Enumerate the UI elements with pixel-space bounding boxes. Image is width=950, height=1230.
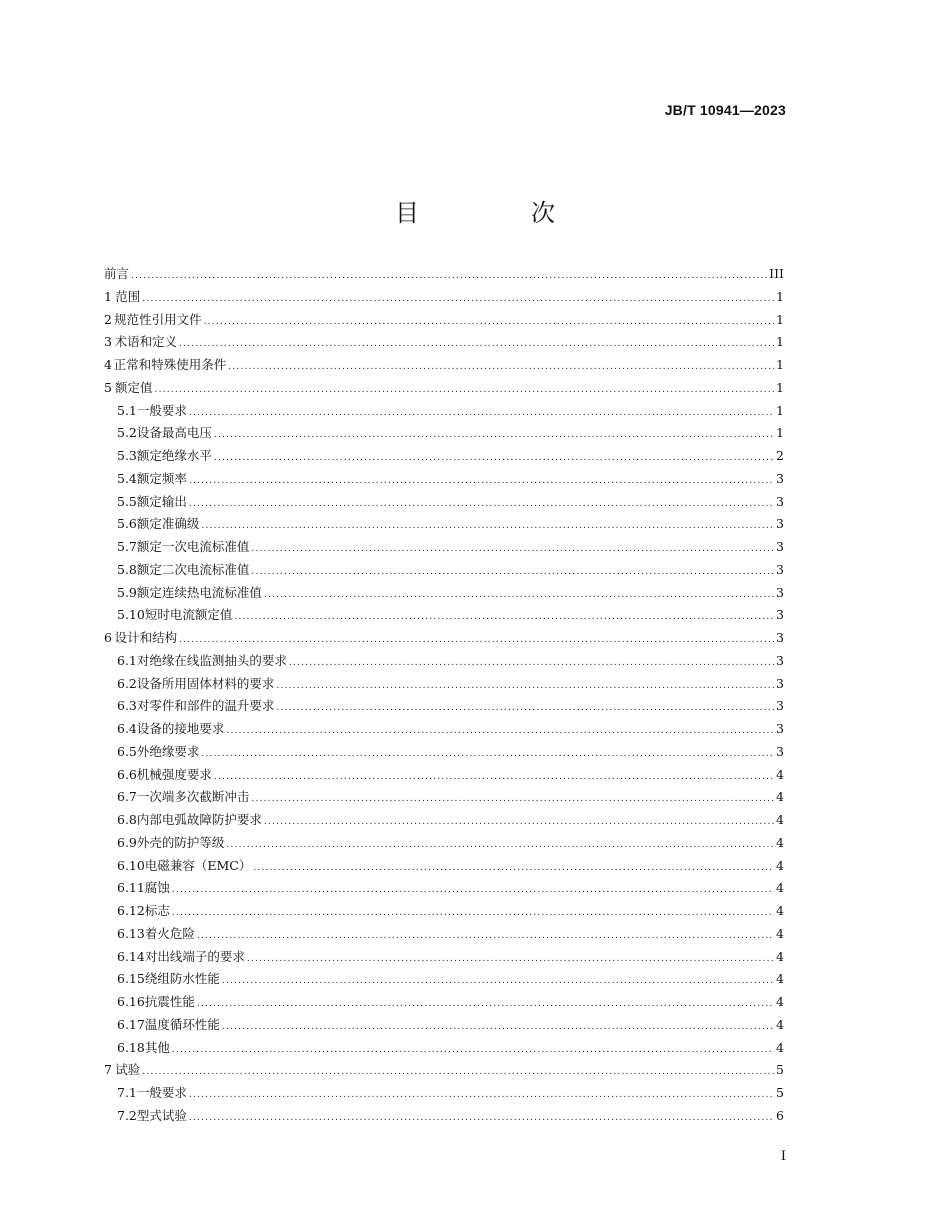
toc-leader-dots <box>172 1045 774 1055</box>
toc-entry-page: 5 <box>776 1085 784 1100</box>
toc-entry[interactable] <box>104 332 784 355</box>
toc-entry-label: 额定一次电流标准值 <box>136 539 250 554</box>
toc-entry[interactable] <box>104 605 784 628</box>
toc-entry-number: 5.1 <box>117 402 137 418</box>
toc-entry-number: 6.3 <box>117 698 137 714</box>
toc-entry-number: 3 <box>104 334 112 350</box>
toc-entry[interactable] <box>104 833 784 856</box>
toc-entry-number: 5.3 <box>117 448 137 463</box>
toc-leader-dots <box>204 317 774 327</box>
toc-entry-page: 4 <box>776 1016 784 1032</box>
toc-entry-number: 4 <box>104 357 112 372</box>
toc-entry-page: 3 <box>776 721 784 736</box>
toc-entry-label: 抗震性能 <box>144 994 195 1009</box>
page-number: I <box>780 1149 786 1164</box>
toc-entry-label: 一般要求 <box>136 402 187 418</box>
toc-leader-dots <box>234 612 774 622</box>
toc-entry-label: 额定二次电流标准值 <box>136 561 250 577</box>
toc-entry[interactable] <box>104 674 784 697</box>
toc-entry-number: 6 <box>104 630 112 645</box>
toc-leader-dots <box>264 817 774 827</box>
toc-entry-label: 腐蚀 <box>144 880 170 896</box>
toc-entry-label: 温度循环性能 <box>144 1016 220 1032</box>
toc-entry-label: 绕组防水性能 <box>144 971 220 987</box>
toc-entry[interactable] <box>104 1060 784 1083</box>
toc-entry-label: 试验 <box>115 1062 141 1078</box>
toc-leader-dots <box>201 749 774 759</box>
toc-entry-label: 设备所用固体材料的要求 <box>136 675 275 691</box>
toc-leader-dots <box>251 567 774 577</box>
toc-entry-label: 电磁兼容（EMC） <box>144 857 252 873</box>
toc-entry-page: 4 <box>776 994 784 1009</box>
toc-entry-number: 6.5 <box>117 743 137 759</box>
toc-entry-page: 3 <box>776 539 784 554</box>
toc-entry-label: 内部电弧故障防护要求 <box>136 812 262 827</box>
toc-entry-number: 5.9 <box>117 584 137 600</box>
toc-entry-label: 规范性引用文件 <box>114 311 202 327</box>
toc-entry-number: 6.13 <box>117 925 145 941</box>
toc-entry-number: 6.15 <box>117 971 145 987</box>
toc-leader-dots <box>251 544 774 554</box>
toc-entry[interactable] <box>104 378 784 401</box>
toc-entry[interactable] <box>104 469 784 492</box>
toc-entry-label: 额定输出 <box>136 493 187 509</box>
toc-entry-number: 6.14 <box>117 948 145 964</box>
toc-entry-label: 其他 <box>144 1039 170 1055</box>
toc-entry[interactable] <box>104 719 784 742</box>
toc-entry-page: III <box>769 266 784 281</box>
toc-entry-page: 4 <box>776 834 784 850</box>
toc-entry-number: 6.7 <box>117 789 137 805</box>
toc-entry[interactable] <box>104 401 784 424</box>
toc-entry-page: 4 <box>776 812 784 827</box>
toc-leader-dots <box>247 954 774 964</box>
toc-entry[interactable] <box>104 355 784 378</box>
toc-leader-dots <box>197 999 774 1009</box>
toc-entry-page: 3 <box>776 698 784 714</box>
toc-entry-page: 1 <box>776 288 784 304</box>
toc-entry-page: 1 <box>776 334 784 350</box>
toc-entry-page: 4 <box>776 880 784 896</box>
toc-entry[interactable] <box>104 924 784 947</box>
toc-leader-dots <box>142 294 774 304</box>
toc-entry-label: 范围 <box>115 288 141 304</box>
toc-entry[interactable] <box>104 492 784 515</box>
toc-entry[interactable] <box>104 1038 784 1061</box>
toc-entry-number: 5.6 <box>117 516 137 532</box>
toc-leader-dots <box>228 362 774 372</box>
toc-entry[interactable] <box>104 856 784 879</box>
toc-entry-number: 7.2 <box>117 1107 137 1123</box>
toc-entry-page: 3 <box>776 493 784 509</box>
toc-entry-label: 外壳的防护等级 <box>136 834 225 850</box>
toc-leader-dots <box>251 794 774 804</box>
toc-leader-dots <box>179 339 774 349</box>
toc-leader-dots <box>155 385 774 395</box>
toc-leader-dots <box>214 430 774 440</box>
page-title: 目 次 <box>395 199 599 227</box>
toc-entry-page: 1 <box>776 311 784 327</box>
toc-leader-dots <box>179 635 774 645</box>
toc-entry-number: 6.11 <box>117 880 145 896</box>
toc-entry-number: 6.9 <box>117 834 137 850</box>
toc-entry-page: 4 <box>776 766 784 782</box>
toc-entry[interactable] <box>104 310 784 333</box>
toc-entry[interactable] <box>104 628 784 651</box>
toc-leader-dots <box>214 453 774 463</box>
toc-entry-label: 额定连续热电流标准值 <box>136 584 262 600</box>
toc-entry-page: 3 <box>776 743 784 759</box>
toc-entry[interactable] <box>104 765 784 788</box>
toc-entry-label: 短时电流额定值 <box>144 607 233 623</box>
toc-entry-number: 5.5 <box>117 493 137 509</box>
toc-entry-label: 前言 <box>104 266 130 281</box>
toc-entry-page: 4 <box>776 971 784 987</box>
toc-leader-dots <box>189 1090 774 1100</box>
toc-entry-number: 6.17 <box>117 1016 145 1032</box>
toc-entry-page: 2 <box>776 448 784 463</box>
toc-entry[interactable] <box>104 423 784 446</box>
toc-entry-label: 标志 <box>144 903 170 918</box>
toc-entry-number: 6.4 <box>117 721 137 736</box>
table-of-contents <box>104 264 784 1129</box>
toc-leader-dots <box>222 1022 774 1032</box>
toc-entry-label: 术语和定义 <box>114 334 178 350</box>
toc-entry[interactable] <box>104 878 784 901</box>
toc-entry-label: 正常和特殊使用条件 <box>113 357 227 372</box>
toc-entry-page: 4 <box>776 948 784 964</box>
toc-entry-page: 3 <box>776 516 784 532</box>
toc-entry-page: 4 <box>776 789 784 805</box>
toc-entry-label: 着火危险 <box>144 925 195 941</box>
toc-leader-dots <box>172 908 774 918</box>
toc-entry-number: 2 <box>104 311 112 327</box>
toc-entry-number: 5.10 <box>117 607 145 623</box>
toc-entry-number: 6.8 <box>117 812 137 827</box>
toc-entry-label: 设备最高电压 <box>136 425 212 441</box>
toc-entry-label: 对零件和部件的温升要求 <box>136 698 275 714</box>
toc-entry-page: 3 <box>776 470 784 486</box>
toc-leader-dots <box>289 658 774 668</box>
toc-entry-label: 型式试验 <box>136 1107 187 1123</box>
toc-entry[interactable] <box>104 537 784 560</box>
toc-entry-number: 6.6 <box>117 766 137 782</box>
toc-entry-page: 1 <box>776 357 784 372</box>
toc-entry-number: 5.2 <box>117 425 137 441</box>
toc-entry-number: 6.18 <box>117 1039 145 1055</box>
toc-entry-page: 4 <box>776 925 784 941</box>
toc-entry-label: 设计和结构 <box>114 630 178 645</box>
toc-entry-label: 一般要求 <box>136 1085 187 1100</box>
toc-entry[interactable] <box>104 1106 784 1129</box>
toc-entry-label: 设备的接地要求 <box>136 721 225 736</box>
toc-leader-dots <box>214 772 774 782</box>
toc-entry-number: 6.2 <box>117 675 137 691</box>
toc-leader-dots <box>189 408 774 418</box>
toc-leader-dots <box>276 703 774 713</box>
toc-entry-number: 6.12 <box>117 903 145 918</box>
toc-entry-page: 3 <box>776 607 784 623</box>
toc-leader-dots <box>226 726 774 736</box>
toc-entry[interactable] <box>104 1015 784 1038</box>
toc-entry[interactable] <box>104 651 784 674</box>
toc-entry[interactable] <box>104 560 784 583</box>
toc-entry-number: 5.4 <box>117 470 137 486</box>
toc-leader-dots <box>142 1067 774 1077</box>
toc-entry-label: 额定准确级 <box>136 516 200 532</box>
toc-entry-page: 1 <box>776 402 784 418</box>
toc-leader-dots <box>197 931 774 941</box>
toc-entry-label: 机械强度要求 <box>136 766 212 782</box>
toc-entry-page: 4 <box>776 903 784 918</box>
toc-entry-page: 6 <box>776 1107 784 1123</box>
toc-leader-dots <box>222 976 774 986</box>
toc-leader-dots <box>131 271 767 281</box>
toc-entry-number: 5.8 <box>117 561 137 577</box>
toc-entry-label: 外绝缘要求 <box>136 743 200 759</box>
toc-entry[interactable] <box>104 810 784 833</box>
toc-leader-dots <box>264 590 774 600</box>
toc-entry-number: 5.7 <box>117 539 137 554</box>
toc-leader-dots <box>189 1113 774 1123</box>
toc-entry[interactable] <box>104 992 784 1015</box>
toc-entry-label: 一次端多次截断冲击 <box>136 789 250 805</box>
toc-leader-dots <box>201 521 774 531</box>
toc-entry-number: 7 <box>104 1062 112 1078</box>
toc-entry[interactable] <box>104 446 784 469</box>
toc-entry-number: 1 <box>104 288 112 304</box>
toc-entry[interactable] <box>104 901 784 924</box>
toc-entry[interactable] <box>104 742 784 765</box>
toc-entry-page: 3 <box>776 675 784 691</box>
toc-entry-number: 6.1 <box>117 652 137 668</box>
toc-entry-number: 6.16 <box>117 994 145 1009</box>
document-code: JB/T 10941—2023 <box>664 102 786 118</box>
toc-leader-dots <box>189 476 774 486</box>
toc-entry-page: 3 <box>776 630 784 645</box>
toc-leader-dots <box>172 885 774 895</box>
toc-entry-label: 额定值 <box>115 379 153 395</box>
toc-entry-label: 对出线端子的要求 <box>144 948 245 964</box>
toc-entry[interactable] <box>104 696 784 719</box>
toc-entry[interactable] <box>104 583 784 606</box>
toc-entry-page: 3 <box>776 652 784 668</box>
toc-entry-page: 1 <box>776 379 784 395</box>
toc-entry-page: 1 <box>776 425 784 441</box>
toc-entry[interactable] <box>104 947 784 970</box>
toc-leader-dots <box>189 499 774 509</box>
toc-entry[interactable] <box>104 787 784 810</box>
toc-leader-dots <box>253 863 774 873</box>
toc-leader-dots <box>226 840 774 850</box>
toc-entry-page: 3 <box>776 584 784 600</box>
toc-entry-page: 5 <box>776 1062 784 1078</box>
toc-entry-page: 3 <box>776 561 784 577</box>
toc-entry-number: 5 <box>104 379 112 395</box>
toc-entry[interactable] <box>104 287 784 310</box>
toc-entry-number: 7.1 <box>117 1085 137 1100</box>
toc-entry-page: 4 <box>776 857 784 873</box>
toc-entry-label: 对绝缘在线监测抽头的要求 <box>136 652 287 668</box>
toc-entry-label: 额定绝缘水平 <box>136 448 212 463</box>
toc-entry[interactable] <box>104 969 784 992</box>
toc-entry-page: 4 <box>776 1039 784 1055</box>
toc-entry[interactable] <box>104 514 784 537</box>
toc-entry[interactable] <box>104 1083 784 1106</box>
toc-entry-number: 6.10 <box>117 857 145 873</box>
toc-entry[interactable] <box>104 264 784 287</box>
toc-entry-label: 额定频率 <box>136 470 187 486</box>
toc-leader-dots <box>276 681 774 691</box>
